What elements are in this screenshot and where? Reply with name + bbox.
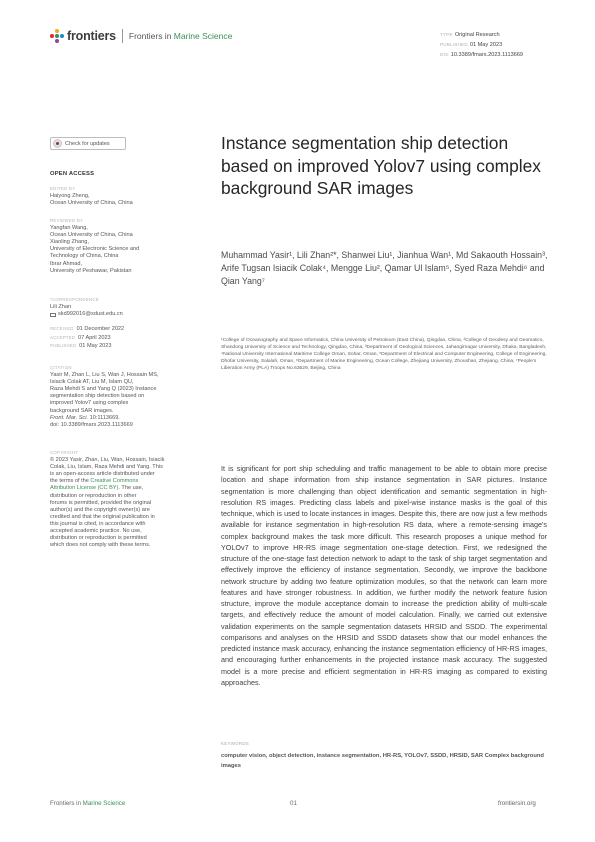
journal-brand[interactable] <box>50 27 232 45</box>
keywords-heading: KEYWORDS <box>221 741 250 746</box>
footer-site-link[interactable]: frontiersin.org <box>498 800 536 807</box>
cc-by-license-link[interactable]: Creative Commons Attribution License (CC BY) <box>50 478 139 492</box>
article-title: Instance segmentation ship detection based on improved Yolov7 using complex background SAR images <box>221 133 542 199</box>
keywords: computer vision, object detection, instance segmentation, HR-RS, YOLOv7, SSDD, HRSID, SAR Complex background images <box>221 753 544 769</box>
frontiers-logo-icon <box>50 29 64 43</box>
affiliations: ¹College of Oceanography and Space Informatics, China University of Petroleum (East China), Qingdao, China, ²College of Geodesy and Geomatics, Shandong University of Science and Technology, Qingdao, China, ³Department of Geological Sciences, Jahangirnagar University, Dhaka, Bangladesh, ⁴National University International Maritime College Oman, Sohar, Oman, ⁵Department of Electrical and Computer Engineering, College of Engineering, Dhofar University, Salalah, Oman, ⁶Department of Marine Engineering, Ocean College, Zhejiang University, Zhoushan, Zhejiang, China, ⁷People's Liberation Army (PLA) Troops No.63629, Beijing, China <box>221 338 547 372</box>
reviewed-by-section: REVIEWED BY Yangfan Wang, Ocean University of China, China Xiaoling Zhang, University of Electronic Science and Technology of China, China Ibrar Ahmad, University of Peshawar, Pakistan <box>50 218 140 274</box>
corresponding-email[interactable]: skd992016@sdust.edu.cn <box>58 311 123 318</box>
citation-doi[interactable]: doi: 10.3389/fmars.2023.1113669 <box>50 421 133 428</box>
page-number: 01 <box>290 800 297 807</box>
brand-divider <box>122 29 123 43</box>
citation-section: CITATION Yasir M, Zhan L, Liu S, Wan J, Hossain MS, Isiacik Colak AT, Liu M, Islam QU, Raza Mehdi S and Yang Q (2023) Instance segmentation ship detection based on improved Yolov7 using complex background SAR images. Front. Mar. Sci. 10:1113669. doi: 10.3389/fmars.2023.1113669 <box>50 364 210 429</box>
open-access-label: OPEN ACCESS <box>50 171 95 177</box>
brand-name: frontiers <box>67 29 116 43</box>
footer-journal: Frontiers in Marine Science <box>50 800 126 807</box>
email-icon <box>50 313 56 317</box>
correspondence-section: *CORRESPONDENCE Lili Zhan skd992016@sdust.edu.cn <box>50 297 123 318</box>
check-updates-icon <box>53 139 62 148</box>
publish-date: 01 May 2023 <box>469 42 503 48</box>
edited-by-section: EDITED BY Haiyong Zheng, Ocean University of China, China <box>50 186 133 207</box>
journal-title: Frontiers in Marine Science <box>128 31 233 41</box>
check-updates-button[interactable]: Check for updates <box>50 137 126 150</box>
copyright-section: COPYRIGHT © 2023 Yasir, Zhan, Liu, Wan, Hossain, Isiacik Colak, Liu, Islam, Raza Mehdi and Yang. This is an open-access article distributed under the terms of the Creative Commons Attribution License (CC BY). The use, distribution or reproduction in other forums is permitted, provided the original author(s) and the copyright owner(s) are credited and that the original publication in this journal is cited, in accordance with accepted academic practice. No use, distribution or reproduction is permitted which does not comply with these terms. <box>50 450 165 549</box>
article-meta: TYPE Original Research PUBLISHED 01 May 2023 DOI 10.3389/fmars.2023.1113669 <box>440 32 524 58</box>
abstract: It is significant for port ship scheduling and traffic management to be able to obtain more precise location and shape information from ship instance segmentation in SAR pictures. Instance segmentation is more challenging than object identification and semantic segmentation in high-resolution RS images. Predicting class labels and pixel-wise instance masks is the goal of this technique, which is used to locate instances in images. Despite this, there are now just a few methods available for instance segmentation in high-resolution RS data, where a remote-sensing image's complex background makes the task more difficult. This research proposes a unique method for YOLOv7 to improve HR-RS image segmentation one-stage detection. First, we redesigned the structure of the one-stage fast detection network to adapt to the task of ship target segmentation and effectively improve the efficiency of instance segmentation. Secondly, we improve the backbone network structure by adding two feature optimization modules, so that the network can learn more features and have stronger robustness. In addition, we further modify the network feature fusion structure, improve the module acceptance domain to increase the prediction ability of multi-scale targets, and effectively reduce the amount of model calculation. Finally, we carried out extensive validation experiments on the sample segmentation datasets HRSID and SSDD. The experimental comparisons and analyses on the HRSID and SSDD datasets show that our model enhances the predicted instance mask accuracy, enhancing the instance segmentation efficiency of HR-RS images, and encouraging further enhancements in the projected instance mask accuracy. The suggested model is a more precise and efficient segmentation in HR-RS imaging as compared to existing approaches. <box>221 464 547 687</box>
dates-section: RECEIVED 01 December 2022 ACCEPTED 07 April 2023 PUBLISHED 01 May 2023 <box>50 326 125 349</box>
doi-link[interactable]: 10.3389/fmars.2023.1113669 <box>450 52 524 58</box>
author-list: Muhammad Yasir¹, Lili Zhan²*, Shanwei Liu¹, Jianhua Wan¹, Md Sakaouth Hossain³, Arife Tugsan Isiacik Colak⁴, Mengge Liu², Qamar Ul Islam⁵, Syed Raza Mehdi⁶ and Qian Yang⁷ <box>221 250 548 286</box>
article-type: Original Research <box>454 32 500 38</box>
